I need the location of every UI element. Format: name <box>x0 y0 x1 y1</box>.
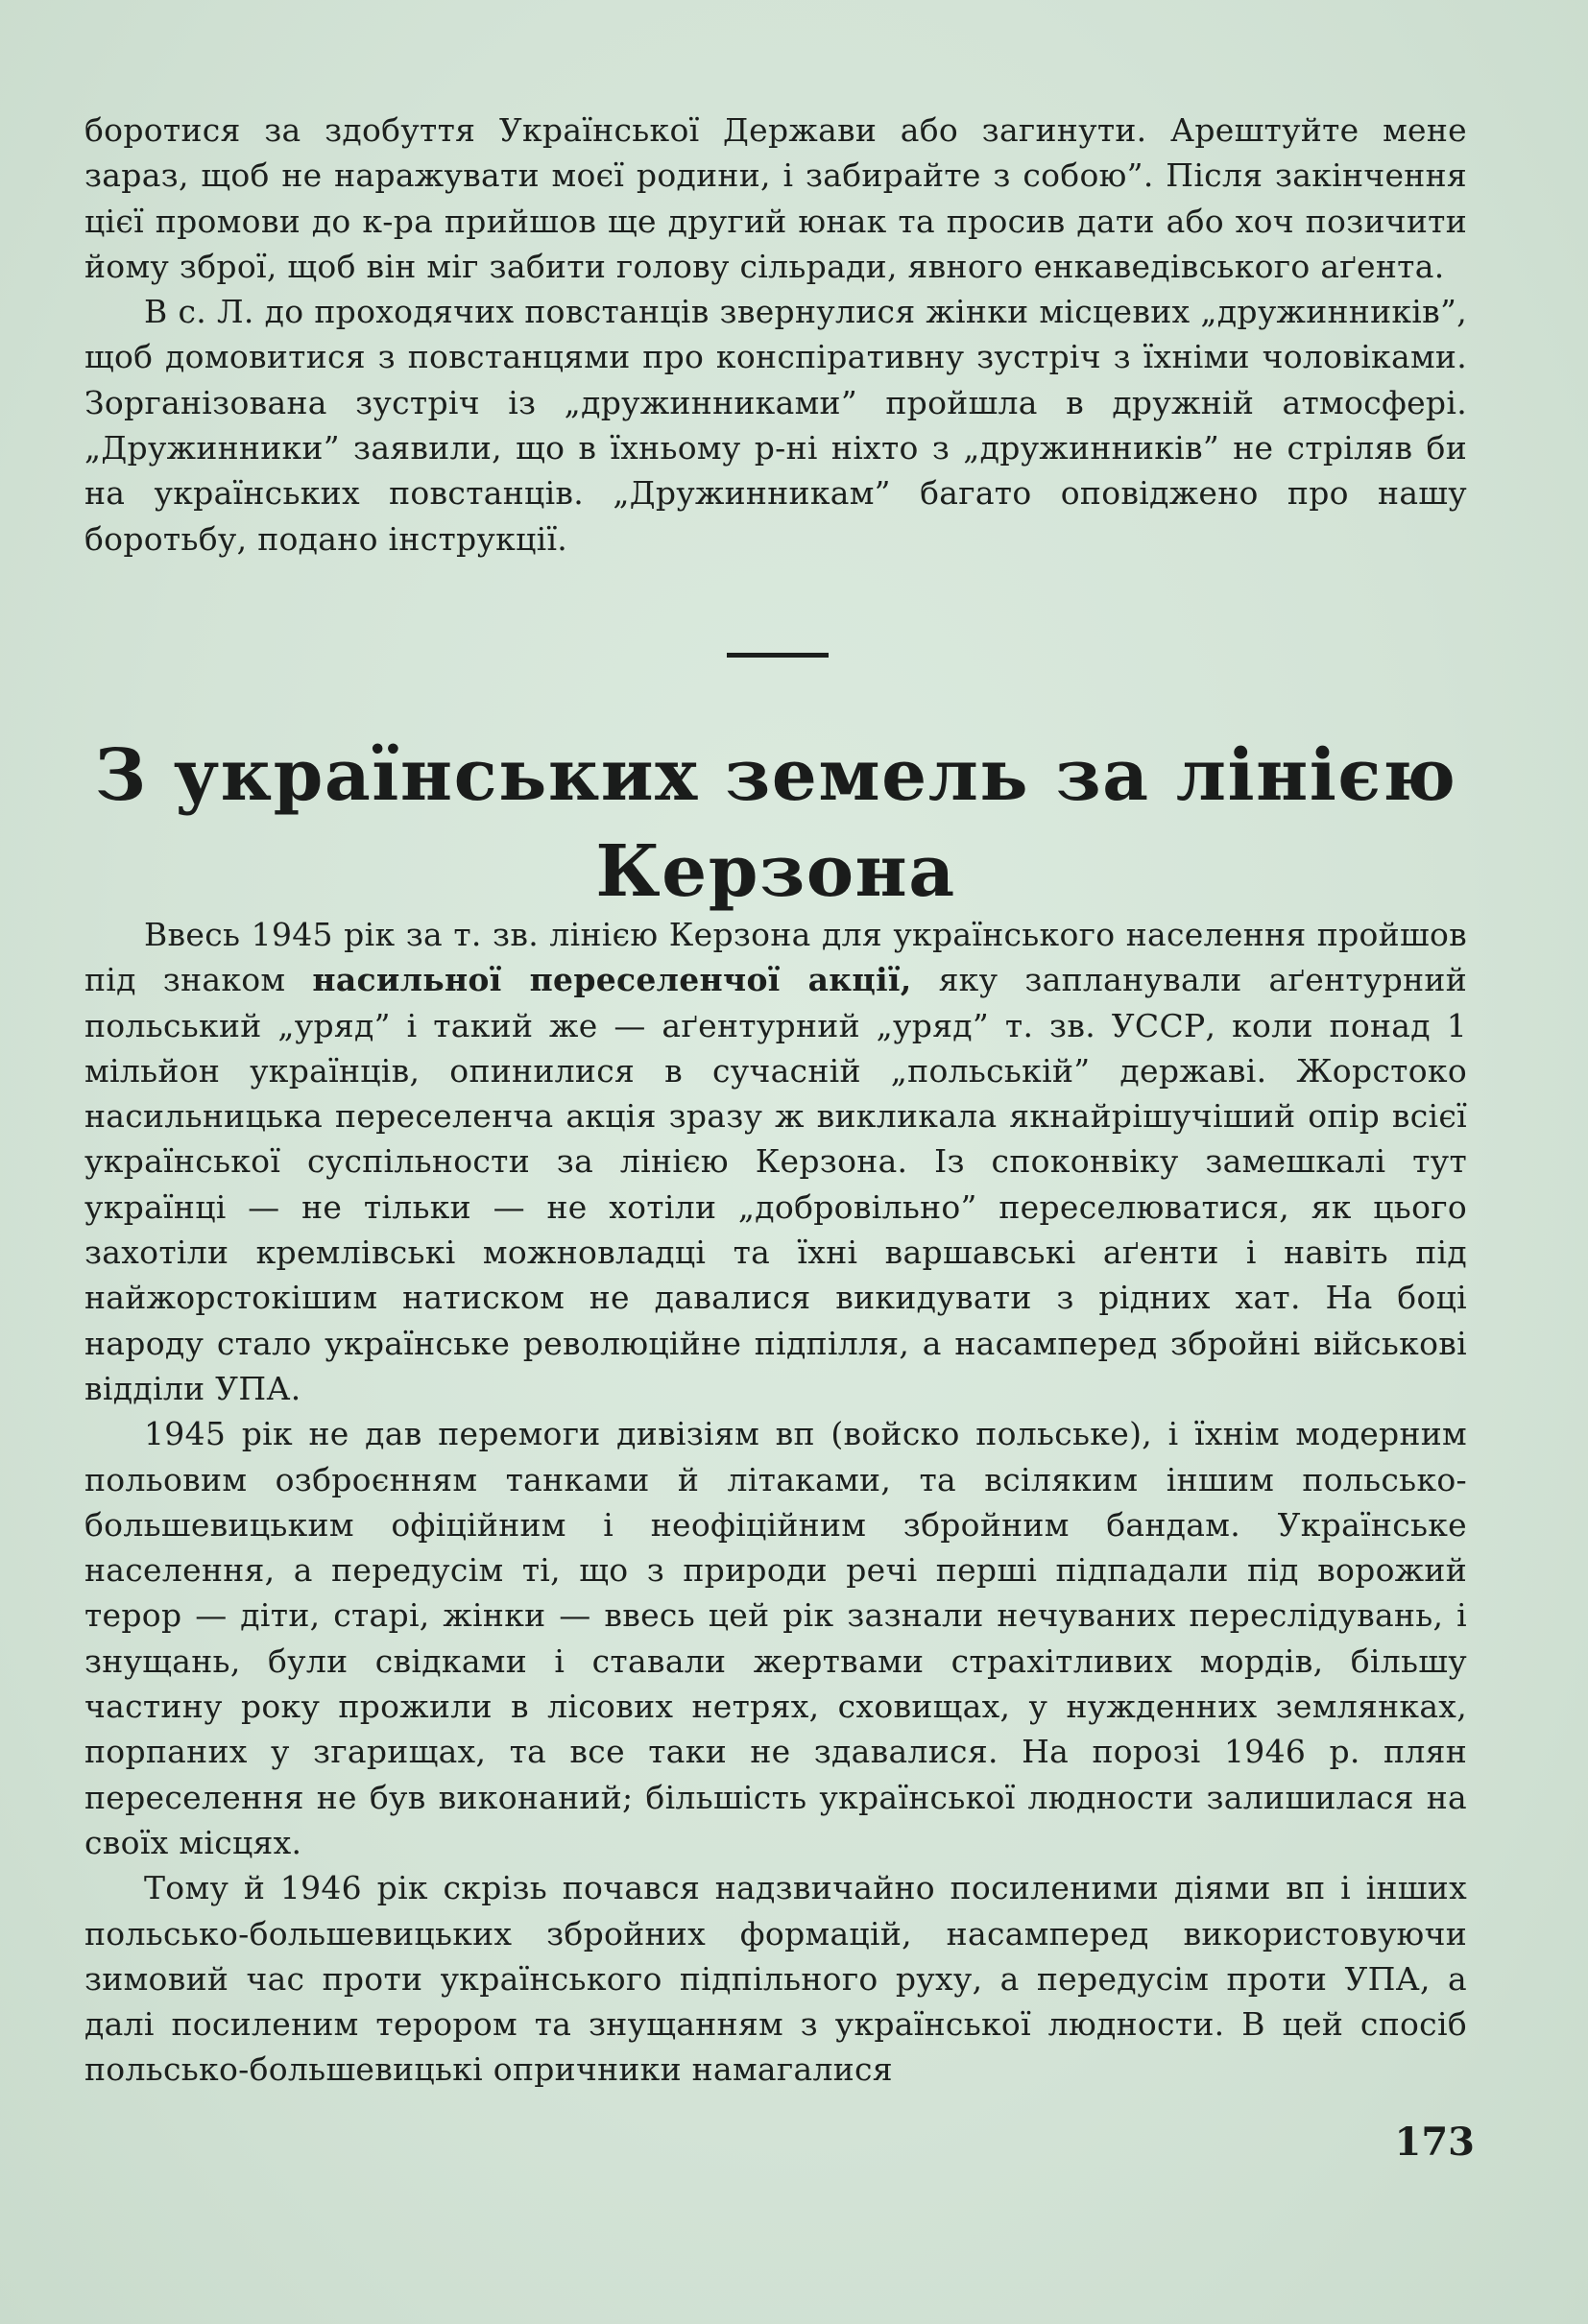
article-paragraph-3: Тому й 1946 рік скрізь почався надзвичайно посиленими діями вп і інших польсько-большевицьких збройних формацій, насамперед використовуючи зимовий час проти українського підпільного руху, а передусім проти УПА, а далі посиленим терором та знущанням з української людности. В цей спосіб польсько-большевицькі опричники намагалися <box>84 1869 1467 2089</box>
paragraph-continued: боротися за здобуття Української Держави або загинути. Арештуйте мене зараз, щоб не наражувати моєї родини, і забирайте з собою”. Після закінчення цієї промови до к-ра прийшов ще другий юнак та просив дати або хоч позичити йому зброї, щоб він міг забити голову сільради, явного енкаведівського аґента. <box>84 111 1467 285</box>
article-paragraph-1 <box>84 912 1467 1411</box>
p1-bold-phrase: насильної переселенчої акції, <box>312 961 912 999</box>
section-divider <box>727 653 829 658</box>
p1-text-after: яку запланували аґентурний польський „уряд” і такий же — аґентурний „уряд” т. зв. УССР, коли понад 1 мільйон українців, опинилися в сучасній „польській” державі. Жорстоко насильницька переселенча акція зразу ж викликала якнайрішучіший опір всієї української суспільности за лінією Керзона. Із споконвіку замешкалі тут українці — не тільки — не хотіли „добровільно” переселюватися, як цього захотіли кремлівські можновладці та їхні варшавські аґенти і навіть під найжорстокішим натиском не давалися викидувати з рідних хат. На боці народу стало українське революційне підпілля, а насамперед збройні військові відділи УПА. <box>84 961 1467 1407</box>
top-section <box>84 108 1467 562</box>
page-number: 173 <box>1394 2120 1475 2165</box>
article-body <box>84 912 1467 2093</box>
article-title: З українських земель за лінією Керзона <box>94 734 1457 913</box>
article-paragraph-2: 1945 рік не дав перемоги дивізіям вп (войско польське), і їхнім модерним польовим озброєнням танками й літаками, та всіляким іншим польсько-большевицьким офіційним і неофіційним збройним бандам. Українське населення, а передусім ті, що з природи речі перші підпадали під ворожий терор — діти, старі, жінки — ввесь цей рік зазнали нечуваних переслідувань, і знущань, були свідками і ставали жертвами страхітливих мордів, більшу частину року прожили в лісових нетрях, сховищах, у нужденних землянках, порпаних у згарищах, та все таки не здавалися. На порозі 1946 р. плян переселення не був виконаний; більшість української людности залишилася на своїх місцях. <box>84 1415 1467 1861</box>
p1-text-before: Ввесь 1945 рік за т. зв. лінією Керзона для українського населення пройшов під знаком <box>84 916 1467 999</box>
paragraph-druzhynnyky: В с. Л. до проходячих повстанців звернулися жінки місцевих „дружинників”, щоб домовитися з повстанцями про конспіративну зустріч з їхніми чоловіками. Зорганізована зустріч із „дружинниками” пройшла в дружній атмосфері. „Дружинники” заявили, що в їхньому р-ні ніхто з „дружинників” не стріляв би на українських повстанців. „Дружинникам” багато оповіджено про нашу боротьбу, подано інструкції. <box>84 293 1467 558</box>
